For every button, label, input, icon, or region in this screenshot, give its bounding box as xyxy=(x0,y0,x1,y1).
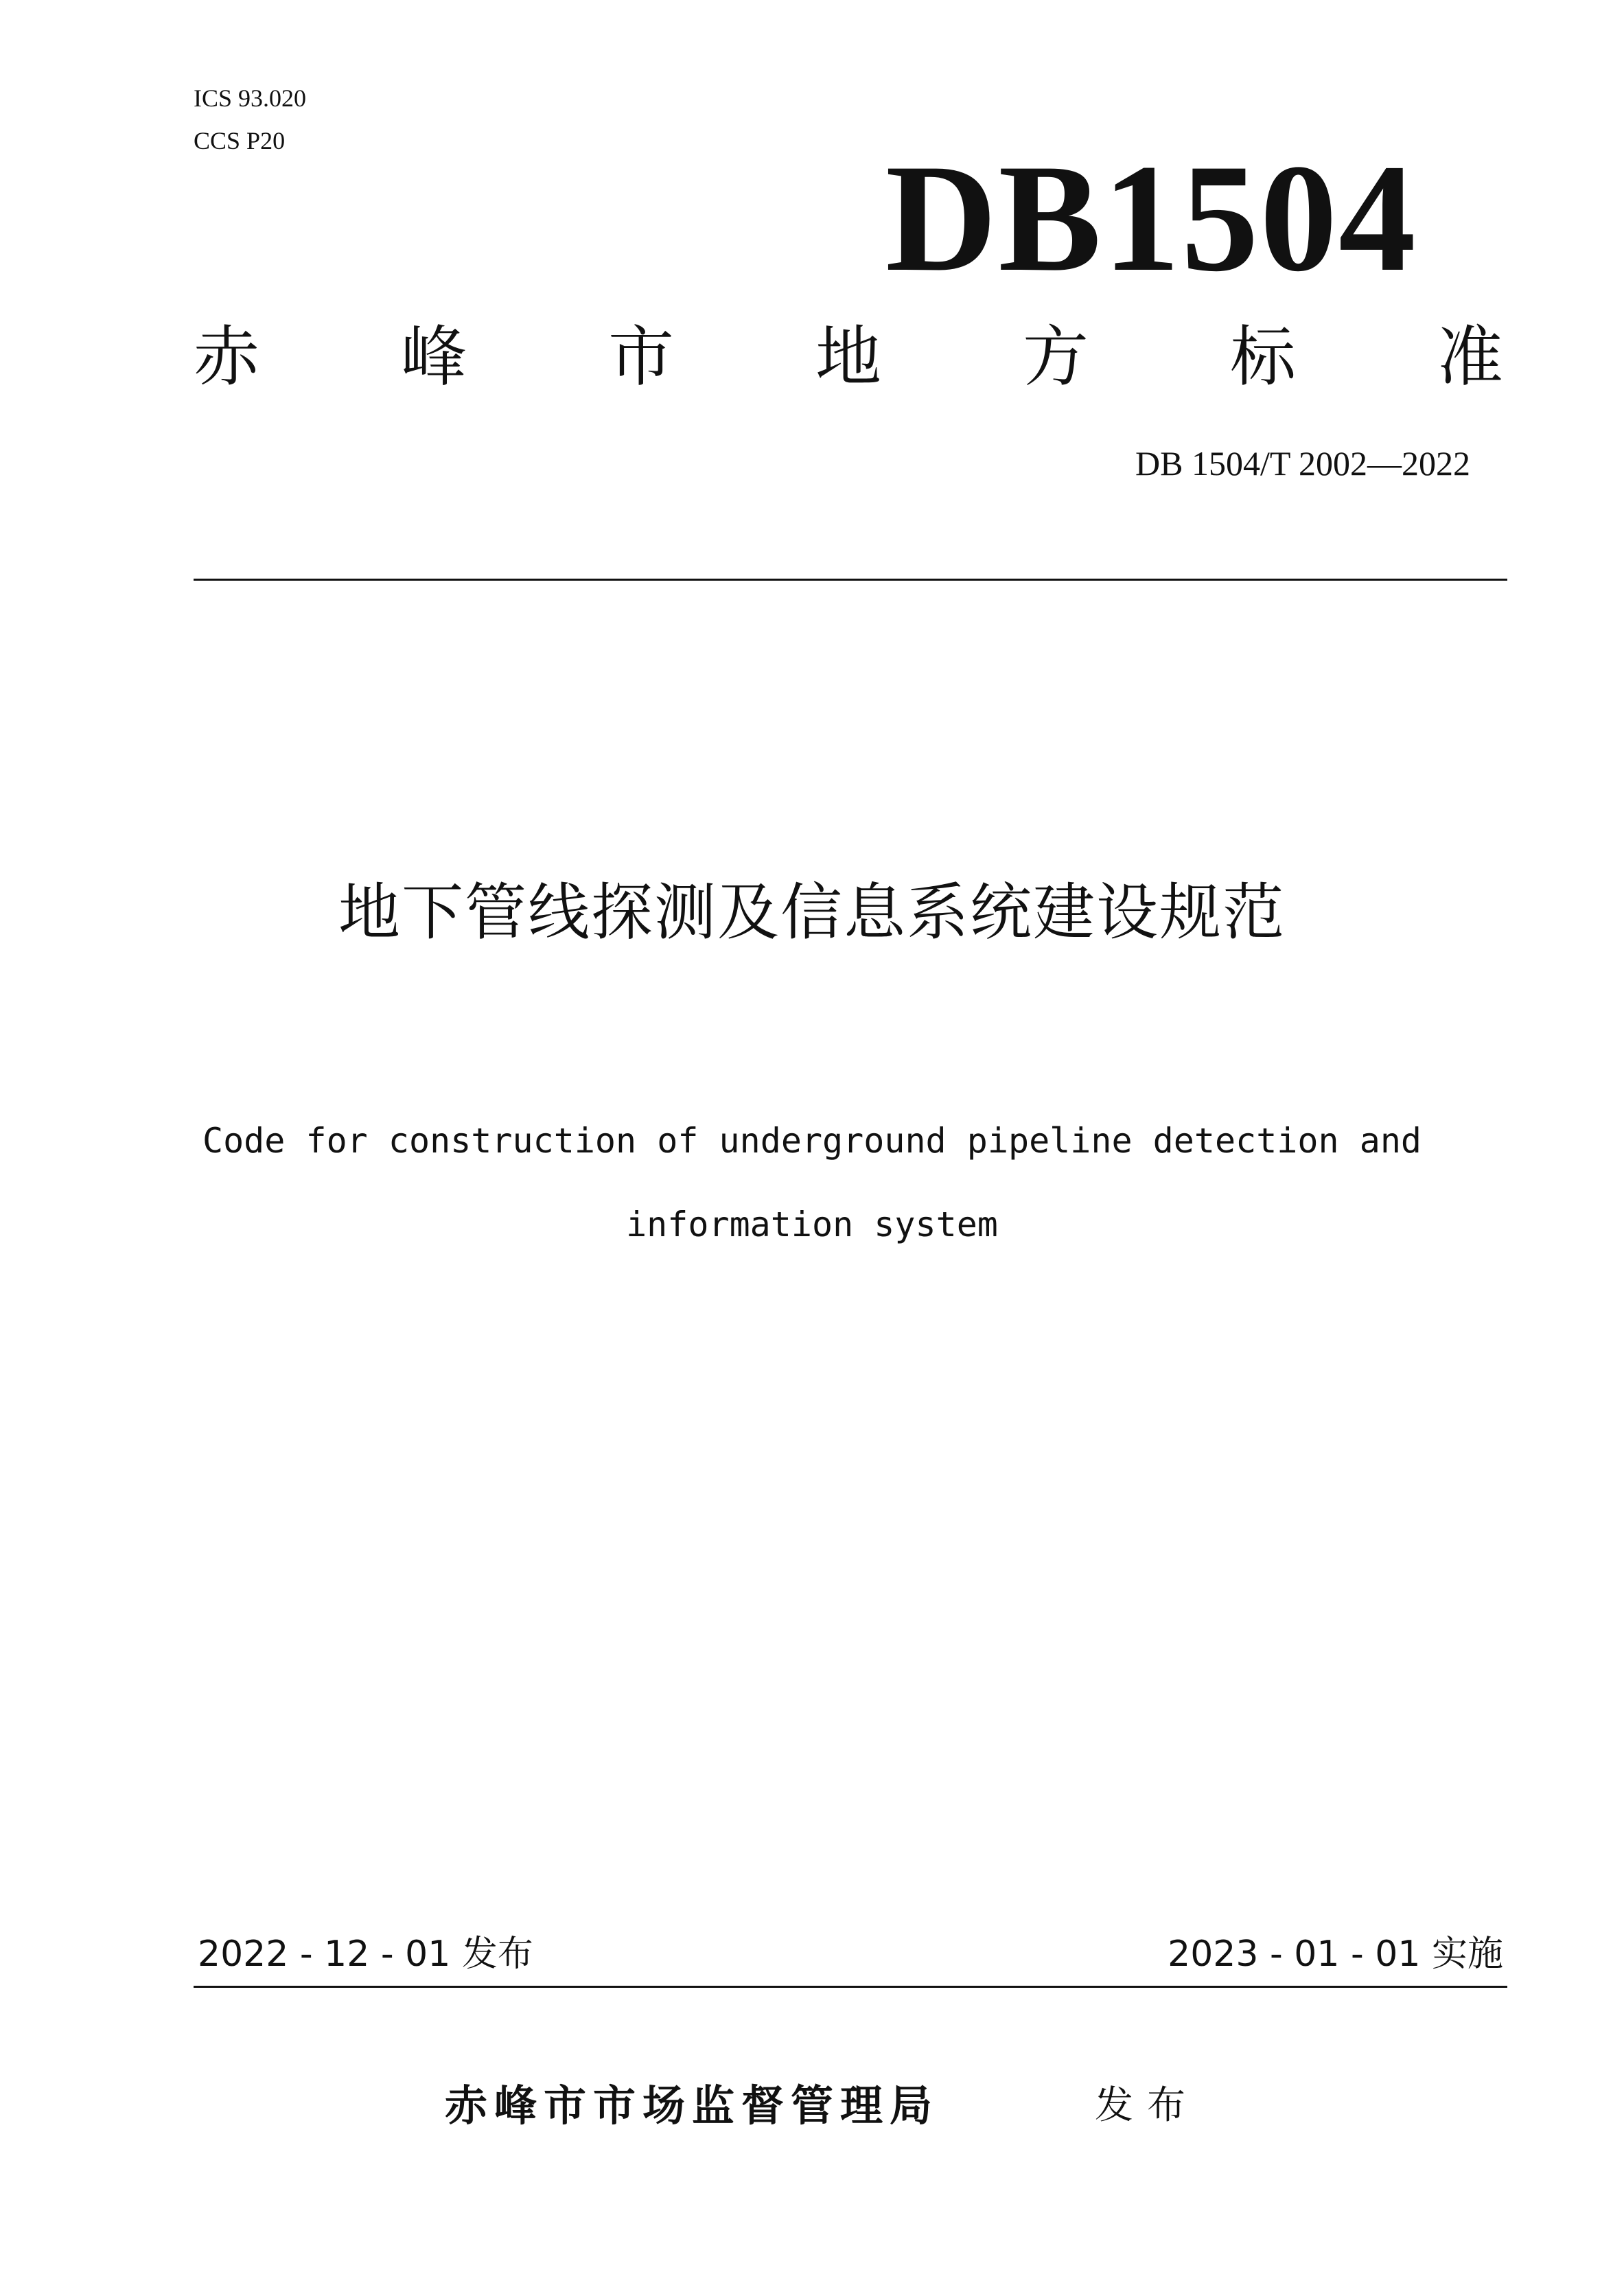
english-title-line-2: information system xyxy=(626,1205,998,1244)
standard-type-char: 方 xyxy=(1023,318,1089,395)
english-title-line-1: Code for construction of underground pipeline detection and xyxy=(202,1121,1422,1161)
standard-type-char: 标 xyxy=(1230,318,1296,395)
publish-date: 2022 - 12 - 01 发布 xyxy=(198,1934,533,1975)
issuing-authority: 赤峰市市场监督管理局 xyxy=(445,2080,940,2131)
db-code-mark: DB1504 xyxy=(885,132,1417,303)
standard-type-char: 地 xyxy=(815,318,881,395)
standard-number: DB 1504/T 2002—2022 xyxy=(1135,444,1470,483)
standard-type-char: 准 xyxy=(1437,318,1503,395)
chinese-title: 地下管线探测及信息系统建设规范 xyxy=(338,877,1286,949)
standard-type-char: 市 xyxy=(608,318,674,395)
ccs-code: CCS P20 xyxy=(194,127,286,154)
standard-type-char: 峰 xyxy=(401,318,467,395)
standard-type-char: 赤 xyxy=(194,318,259,395)
ics-code: ICS 93.020 xyxy=(194,84,307,112)
standard-type-heading xyxy=(194,319,1503,395)
issue-label: 发布 xyxy=(1095,2083,1199,2128)
top-divider xyxy=(194,579,1507,581)
bottom-divider xyxy=(194,1986,1507,1988)
implement-date: 2023 - 01 - 01 实施 xyxy=(1168,1934,1503,1975)
